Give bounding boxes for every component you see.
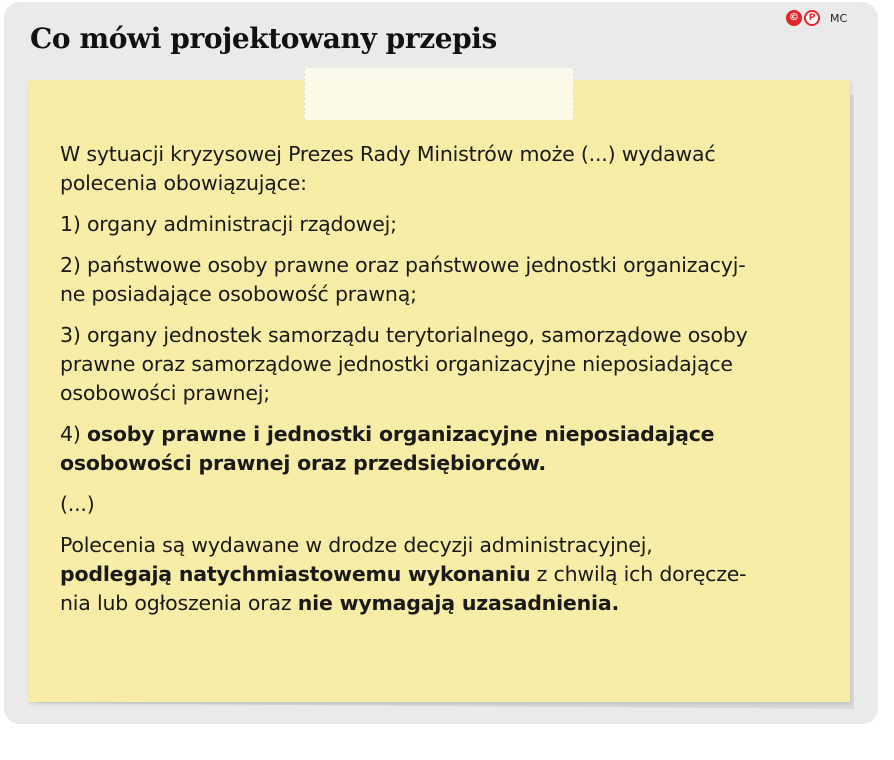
list-item-4-bold-line-2: osobowości prawnej oraz przedsiębiorców. [60, 451, 546, 475]
list-item-4-bold-line-1: osoby prawne i jednostki organizacyjne nieposiadające [86, 422, 715, 446]
author-credit: MC [830, 11, 848, 25]
list-item-3 [60, 321, 840, 408]
closing-line-2-rest: z chwilą ich doręcze- [530, 562, 747, 586]
intro-paragraph [60, 140, 840, 198]
list-item-4 [60, 420, 840, 478]
closing-bold-immediate-execution: podlegają natychmiastowemu wykonaniu [60, 562, 531, 586]
closing-paragraph [60, 531, 840, 618]
closing-line-1: Polecenia są wydawane w drodze decyzji administracyjnej, [60, 533, 653, 557]
publisher-logos [786, 10, 847, 26]
list-item-2-line-1: 2) państwowe osoby prawne oraz państwowe jednostki organizacyj- [60, 253, 746, 277]
note-body [60, 140, 840, 630]
list-item-3-line-2: prawne oraz samorządowe jednostki organizacyjne nieposiadające [60, 352, 733, 376]
list-item-3-line-3: osobowości prawnej; [60, 381, 270, 405]
ellipsis-paragraph [60, 490, 840, 519]
intro-line-1: W sytuacji kryzysowej Prezes Rady Ministrów może (...) wydawać [60, 142, 716, 166]
list-item-1 [60, 210, 840, 239]
list-item-4-prefix: 4) [60, 422, 87, 446]
closing-bold-no-justification: nie wymagają uzasadnienia. [297, 591, 620, 615]
list-item-2 [60, 251, 840, 309]
list-item-3-line-1: 3) organy jednostek samorządu terytorialnego, samorządowe osoby [60, 323, 748, 347]
list-item-1-text: 1) organy administracji rządowej; [60, 212, 397, 236]
closing-line-3-start: nia lub ogłoszenia oraz [60, 591, 298, 615]
intro-line-2: polecenia obowiązujące: [60, 171, 307, 195]
list-item-2-line-2: ne posiadające osobowość prawną; [60, 282, 417, 306]
ellipsis-text: (...) [60, 492, 95, 516]
page-title: Co mówi projektowany przepis [30, 22, 497, 55]
publisher-p-logo-icon: P [804, 10, 820, 26]
copyright-logo-icon: © [786, 10, 802, 26]
adhesive-tape [304, 68, 574, 120]
